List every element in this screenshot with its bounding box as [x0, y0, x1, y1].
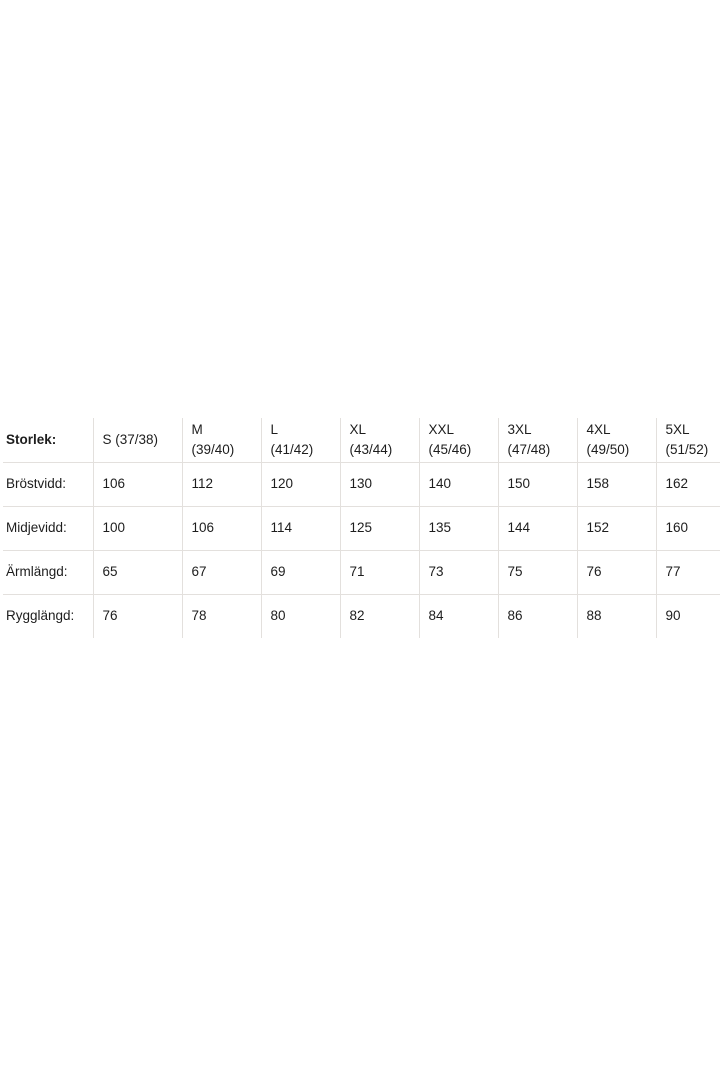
cell-brostvidd-l: 120	[261, 462, 340, 506]
table-header-row	[3, 418, 720, 462]
row-label-midjevidd: Midjevidd:	[3, 506, 93, 550]
cell-brostvidd-m: 112	[182, 462, 261, 506]
table-row	[3, 462, 720, 506]
table-row	[3, 594, 720, 638]
row-label-rygglangd: Rygglängd:	[3, 594, 93, 638]
header-cell-4xl-line1: 4XL	[586, 422, 611, 438]
size-table	[3, 418, 720, 638]
cell-armlangd-4xl: 76	[577, 550, 656, 594]
cell-rygglangd-xl: 82	[340, 594, 419, 638]
row-label-brostvidd: Bröstvidd:	[3, 462, 93, 506]
header-cell-xxl-line1: XXL	[428, 422, 455, 438]
cell-rygglangd-4xl: 88	[577, 594, 656, 638]
cell-brostvidd-xxl: 140	[419, 462, 498, 506]
cell-rygglangd-5xl: 90	[656, 594, 720, 638]
header-cell-xl-line1: XL	[349, 422, 367, 438]
cell-rygglangd-xxl: 84	[419, 594, 498, 638]
cell-rygglangd-m: 78	[182, 594, 261, 638]
header-cell-3xl-line2: (47/48)	[507, 441, 551, 457]
cell-rygglangd-l: 80	[261, 594, 340, 638]
cell-brostvidd-4xl: 158	[577, 462, 656, 506]
cell-armlangd-s: 65	[93, 550, 182, 594]
cell-brostvidd-xl: 130	[340, 462, 419, 506]
header-row-label: Storlek:	[3, 418, 93, 462]
header-cell-l-line2: (41/42)	[270, 441, 314, 457]
header-cell-xxl	[419, 418, 498, 462]
cell-midjevidd-s: 100	[93, 506, 182, 550]
cell-midjevidd-4xl: 152	[577, 506, 656, 550]
row-label-armlangd: Ärmlängd:	[3, 550, 93, 594]
header-cell-4xl-line2: (49/50)	[586, 441, 630, 457]
cell-armlangd-l: 69	[261, 550, 340, 594]
header-cell-xl-line2: (43/44)	[349, 441, 393, 457]
header-cell-l	[261, 418, 340, 462]
header-cell-3xl	[498, 418, 577, 462]
cell-midjevidd-3xl: 144	[498, 506, 577, 550]
cell-midjevidd-xxl: 135	[419, 506, 498, 550]
header-cell-l-line1: L	[270, 422, 279, 438]
table-row	[3, 506, 720, 550]
header-cell-4xl	[577, 418, 656, 462]
header-cell-xl	[340, 418, 419, 462]
header-cell-s-line1: S (37/38)	[102, 431, 159, 447]
header-cell-5xl-line1: 5XL	[665, 422, 690, 438]
header-cell-s	[93, 418, 182, 462]
cell-armlangd-xxl: 73	[419, 550, 498, 594]
cell-armlangd-xl: 71	[340, 550, 419, 594]
header-cell-5xl	[656, 418, 720, 462]
header-cell-3xl-line1: 3XL	[507, 422, 532, 438]
cell-midjevidd-l: 114	[261, 506, 340, 550]
cell-rygglangd-3xl: 86	[498, 594, 577, 638]
cell-rygglangd-s: 76	[93, 594, 182, 638]
size-chart	[0, 418, 720, 638]
cell-brostvidd-3xl: 150	[498, 462, 577, 506]
header-cell-m-line2: (39/40)	[191, 441, 235, 457]
cell-midjevidd-m: 106	[182, 506, 261, 550]
cell-midjevidd-5xl: 160	[656, 506, 720, 550]
header-cell-5xl-line2: (51/52)	[665, 441, 709, 457]
cell-midjevidd-xl: 125	[340, 506, 419, 550]
cell-armlangd-m: 67	[182, 550, 261, 594]
cell-brostvidd-5xl: 162	[656, 462, 720, 506]
header-cell-xxl-line2: (45/46)	[428, 441, 472, 457]
header-cell-m	[182, 418, 261, 462]
cell-brostvidd-s: 106	[93, 462, 182, 506]
header-cell-m-line1: M	[191, 422, 203, 438]
table-row	[3, 550, 720, 594]
cell-armlangd-3xl: 75	[498, 550, 577, 594]
cell-armlangd-5xl: 77	[656, 550, 720, 594]
